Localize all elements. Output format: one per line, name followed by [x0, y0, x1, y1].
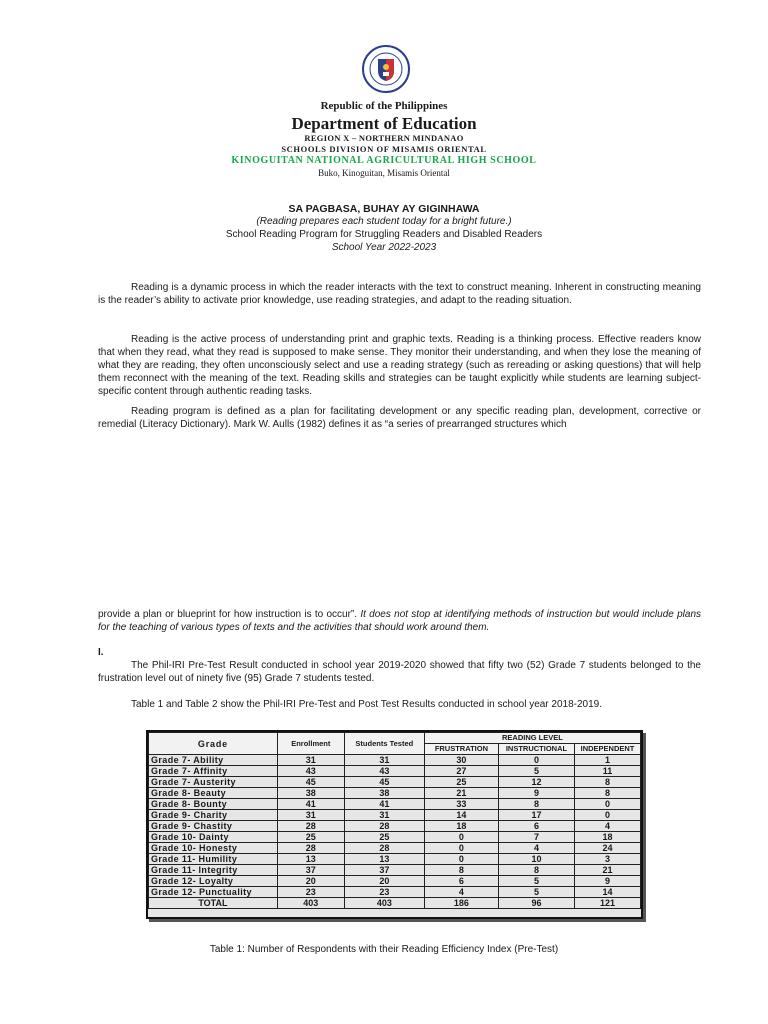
cell-grade: Grade 11- Integrity — [149, 865, 278, 876]
paragraph-1: Reading is a dynamic process in which the reader interacts with the text to construct meaning. Inherent in constructing meaning is the reader’s ability to activate prior knowledge, use reading strategies, and adapt to the reading situation. — [98, 282, 701, 306]
cell-tested: 28 — [344, 843, 424, 854]
cell-independent: 8 — [575, 788, 641, 799]
cell-independent: 8 — [575, 777, 641, 788]
table-row — [149, 799, 641, 810]
cell-frustration: 30 — [424, 755, 498, 766]
header-grade: Grade — [149, 733, 278, 755]
cell-grade: Grade 9- Charity — [149, 810, 278, 821]
cell-independent: 1 — [575, 755, 641, 766]
cell-frustration: 0 — [424, 832, 498, 843]
cell-instructional: 5 — [498, 876, 574, 887]
program-title: School Reading Program for Struggling Readers and Disabled Readers — [225, 229, 543, 240]
cell-tested: 20 — [344, 876, 424, 887]
cell-instructional: 4 — [498, 843, 574, 854]
cell-independent: 0 — [575, 810, 641, 821]
paragraph-4-regular: provide a plan or blueprint for how instruction is to occur”. — [98, 609, 361, 620]
header-enrollment: Enrollment — [277, 733, 344, 755]
cell-tested: 23 — [344, 887, 424, 898]
cell-frustration: 0 — [424, 854, 498, 865]
school-name: KINOGUITAN NATIONAL AGRICULTURAL HIGH SCHOOL — [231, 155, 537, 166]
cell-independent: 4 — [575, 821, 641, 832]
paragraph-4 — [98, 608, 701, 634]
table-row — [149, 755, 641, 766]
cell-instructional: 0 — [498, 755, 574, 766]
table-row — [149, 766, 641, 777]
table-row — [149, 821, 641, 832]
cell-tested: 37 — [344, 865, 424, 876]
header-independent: INDEPENDENT — [575, 744, 641, 755]
cell-total-enrollment: 403 — [277, 898, 344, 909]
table-body — [149, 755, 641, 909]
cell-total-frustration: 186 — [424, 898, 498, 909]
cell-instructional: 8 — [498, 865, 574, 876]
cell-grade: Grade 7- Ability — [149, 755, 278, 766]
paragraph-3: Reading program is defined as a plan for facilitating development or any specific reading plan, development, corrective or remedial (Literacy Dictionary). Mark W. Aulls (1982) defines it as “a series of prearranged structures which — [98, 406, 701, 430]
cell-enrollment: 28 — [277, 843, 344, 854]
cell-enrollment: 25 — [277, 832, 344, 843]
cell-independent: 14 — [575, 887, 641, 898]
cell-instructional: 7 — [498, 832, 574, 843]
cell-frustration: 0 — [424, 843, 498, 854]
cell-frustration: 25 — [424, 777, 498, 788]
table-row — [149, 865, 641, 876]
cell-instructional: 17 — [498, 810, 574, 821]
header-frustration: FRUSTRATION — [424, 744, 498, 755]
section-number: I. — [98, 647, 104, 658]
cell-enrollment: 13 — [277, 854, 344, 865]
cell-independent: 18 — [575, 832, 641, 843]
region-label: REGION X – NORTHERN MINDANAO — [304, 133, 464, 143]
deped-seal-icon — [362, 45, 410, 93]
table-caption: Table 1: Number of Respondents with their Reading Efficiency Index (Pre-Test) — [209, 944, 559, 955]
results-table — [148, 732, 641, 909]
header-instructional: INSTRUCTIONAL — [498, 744, 574, 755]
cell-enrollment: 20 — [277, 876, 344, 887]
cell-frustration: 33 — [424, 799, 498, 810]
cell-enrollment: 28 — [277, 821, 344, 832]
cell-tested: 25 — [344, 832, 424, 843]
cell-instructional: 5 — [498, 766, 574, 777]
cell-enrollment: 45 — [277, 777, 344, 788]
cell-independent: 9 — [575, 876, 641, 887]
cell-grade: Grade 12- Punctuality — [149, 887, 278, 898]
cell-enrollment: 23 — [277, 887, 344, 898]
cell-grade: Grade 10- Dainty — [149, 832, 278, 843]
header-tested: Students Tested — [344, 733, 424, 755]
cell-total-tested: 403 — [344, 898, 424, 909]
cell-instructional: 12 — [498, 777, 574, 788]
cell-independent: 3 — [575, 854, 641, 865]
cell-total-independent: 121 — [575, 898, 641, 909]
cell-instructional: 8 — [498, 799, 574, 810]
table-row — [149, 788, 641, 799]
cell-enrollment: 43 — [277, 766, 344, 777]
cell-enrollment: 41 — [277, 799, 344, 810]
table-row — [149, 777, 641, 788]
paragraph-2: Reading is the active process of understanding print and graphic texts. Reading is a thinking process. Effective readers know that when they read, what they read is supposed to make sense. They monitor their understanding, and when they lose the meaning of what they are reading, they often unconsciously select and use a reading strategy (such as rereading or asking questions) that will help them reconnect with the meaning of the text. Reading skills and strategies can be taught explicitly while students are learning subject-specific content through authentic reading tasks. — [98, 334, 701, 397]
table-row — [149, 854, 641, 865]
cell-independent: 0 — [575, 799, 641, 810]
cell-enrollment: 31 — [277, 810, 344, 821]
cell-enrollment: 38 — [277, 788, 344, 799]
cell-grade: Grade 9- Chastity — [149, 821, 278, 832]
cell-grade: Grade 7- Affinity — [149, 766, 278, 777]
motto-title: SA PAGBASA, BUHAY AY GIGINHAWA — [288, 203, 480, 215]
cell-tested: 38 — [344, 788, 424, 799]
cell-independent: 11 — [575, 766, 641, 777]
table-row — [149, 843, 641, 854]
school-year: School Year 2022-2023 — [331, 242, 437, 253]
table-row — [149, 810, 641, 821]
cell-enrollment: 37 — [277, 865, 344, 876]
total-row — [149, 898, 641, 909]
cell-tested: 45 — [344, 777, 424, 788]
division-label: SCHOOLS DIVISION OF MISAMIS ORIENTAL — [281, 144, 487, 154]
cell-frustration: 27 — [424, 766, 498, 777]
cell-frustration: 21 — [424, 788, 498, 799]
table-row — [149, 887, 641, 898]
cell-independent: 24 — [575, 843, 641, 854]
cell-grade: Grade 8- Bounty — [149, 799, 278, 810]
cell-grade: Grade 12- Loyalty — [149, 876, 278, 887]
cell-tested: 31 — [344, 755, 424, 766]
cell-tested: 43 — [344, 766, 424, 777]
cell-frustration: 4 — [424, 887, 498, 898]
cell-instructional: 5 — [498, 887, 574, 898]
cell-total-label: TOTAL — [149, 898, 278, 909]
cell-grade: Grade 11- Humility — [149, 854, 278, 865]
cell-frustration: 14 — [424, 810, 498, 821]
cell-instructional: 6 — [498, 821, 574, 832]
cell-enrollment: 31 — [277, 755, 344, 766]
paragraph-6: Table 1 and Table 2 show the Phil-IRI Pre-Test and Post Test Results conducted in school year 2018-2019. — [131, 699, 603, 710]
cell-independent: 21 — [575, 865, 641, 876]
republic-label: Republic of the Philippines — [320, 100, 448, 112]
cell-frustration: 8 — [424, 865, 498, 876]
header-reading-level: READING LEVEL — [424, 733, 640, 744]
cell-frustration: 6 — [424, 876, 498, 887]
department-title: Department of Education — [291, 114, 477, 133]
school-address: Buko, Kinoguitan, Misamis Oriental — [318, 168, 450, 178]
cell-tested: 31 — [344, 810, 424, 821]
cell-instructional: 10 — [498, 854, 574, 865]
cell-grade: Grade 10- Honesty — [149, 843, 278, 854]
cell-tested: 28 — [344, 821, 424, 832]
cell-grade: Grade 7- Austerity — [149, 777, 278, 788]
table-row — [149, 832, 641, 843]
cell-instructional: 9 — [498, 788, 574, 799]
cell-grade: Grade 8- Beauty — [149, 788, 278, 799]
cell-tested: 13 — [344, 854, 424, 865]
cell-frustration: 18 — [424, 821, 498, 832]
cell-tested: 41 — [344, 799, 424, 810]
motto-translation: (Reading prepares each student today for a bright future.) — [256, 216, 512, 227]
paragraph-5: The Phil-IRI Pre-Test Result conducted in school year 2019-2020 showed that fifty two (52) Grade 7 students belonged to the frustration level out of ninety five (95) Grade 7 students tested. — [98, 660, 701, 684]
paragraph-4-italic: It does not stop at identifying methods of instruction but would include plans for the teaching of various types of texts and the activities that should work around them. — [98, 609, 702, 633]
results-table-frame — [146, 730, 643, 919]
table-row — [149, 876, 641, 887]
cell-total-instructional: 96 — [498, 898, 574, 909]
